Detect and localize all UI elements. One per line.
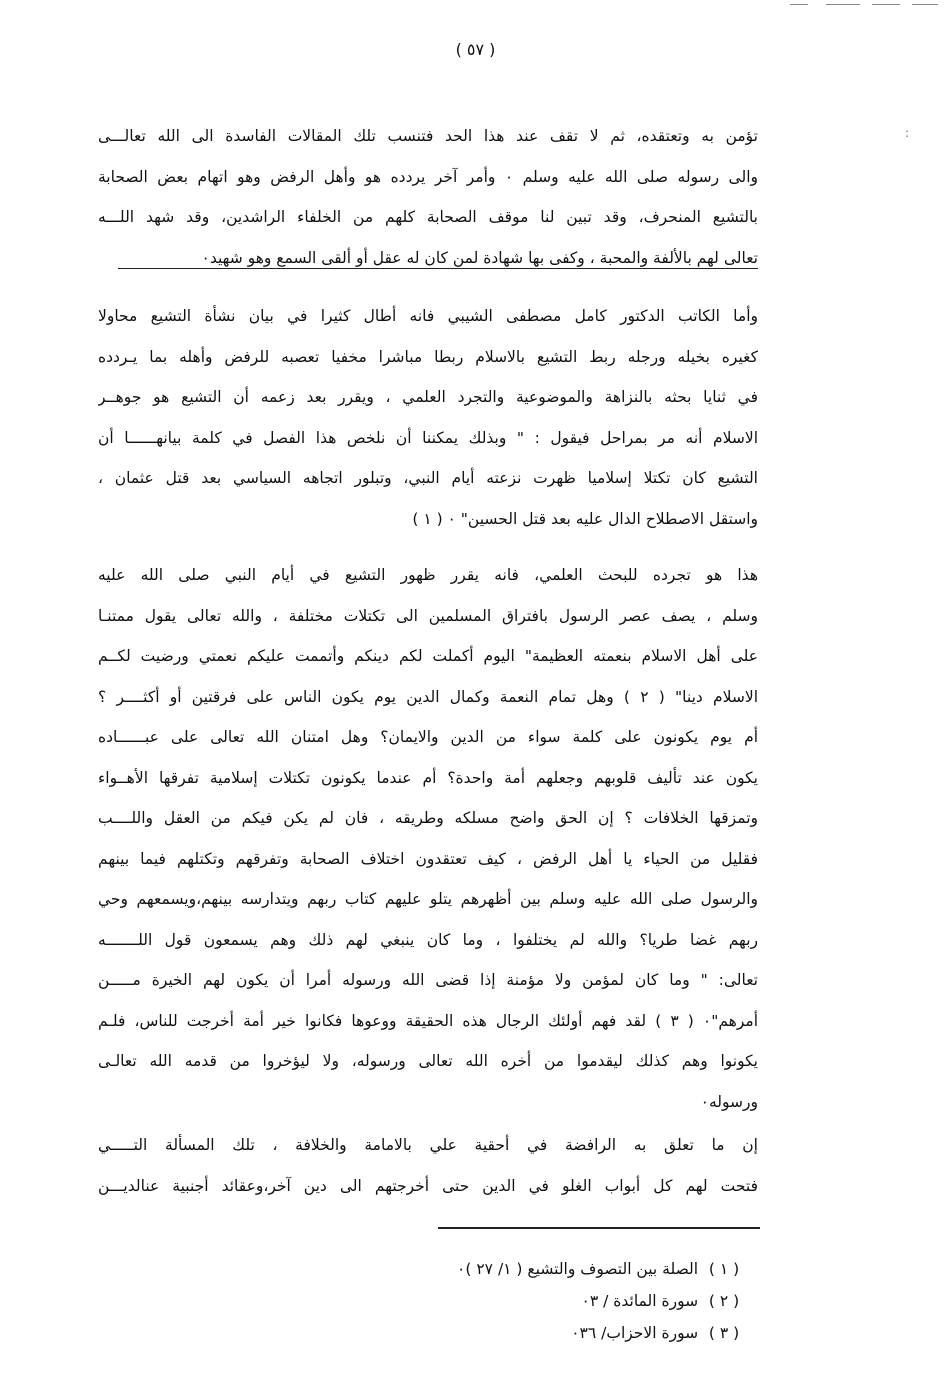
- footnote: [400, 1317, 745, 1349]
- footnote-text: الصلة بين التصوف والتشيع ( ١/ ٢٧ )٠: [457, 1260, 699, 1278]
- footnotes: [400, 1253, 745, 1349]
- footnote-separator: [438, 1227, 760, 1229]
- text-line: والرسول صلى الله عليه وسلم بين أظهرهم يتلو عليهم كتاب ربهم ويتدارسه بينهم،ويسمعهم وحي: [98, 890, 758, 908]
- top-edge-rule: [826, 4, 860, 5]
- footnote: [400, 1253, 745, 1285]
- text-line: أم يوم يكونون على كلمة سواء من الدين والايمان؟ وهل امتنان الله تعالى على عبــــــاده: [98, 728, 758, 746]
- paragraph: [98, 296, 758, 539]
- paragraph: [98, 1125, 758, 1206]
- paragraph: [98, 555, 758, 1122]
- text-line: الاسلام دينا" ( ٢ ) وهل تمام النعمة وكمال الدين يوم يكون الناس على فرقتين أو أكثــــر ؟: [98, 687, 758, 706]
- text-line: كغيره بخيله ورجله ربط التشيع بالاسلام ربطا مباشرا مخفيا تعصبه للرفض وأهله بما يـردده: [98, 347, 758, 366]
- text-line: الاسلام أنه مر بمراحل فيقول : " وبذلك يمكننا أن نلخص هذا الفصل في كلمة بيانهــــــا أن: [98, 428, 758, 447]
- text-line: وأما الكاتب الدكتور كامل مصطفى الشيبي فانه أطال كثيرا في بيان نشأة التشيع محاولا: [98, 307, 758, 325]
- text-line: بالتشيع المنحرف، وقد تبين لنا موقف الصحابة كلهم من الخلفاء الراشدين، وقد شهد اللـــه: [98, 208, 758, 226]
- text-line: تعالى: " وما كان لمؤمن ولا مؤمنة إذا قضى الله ورسوله أمرا أن يكون لهم الخيرة مـــــن: [98, 971, 758, 989]
- text-line: ورسوله٠: [700, 1092, 758, 1111]
- top-edge-rule: [872, 4, 900, 5]
- paragraph: [98, 116, 758, 278]
- text-line: التشيع كان تكتلا إسلاميا ظهرت نزعته أيام النبي، وتبلور اتجاهه السياسي بعد قتل عثمان ،: [98, 469, 758, 487]
- text-line: أمرهم"٠ ( ٣ ) لقد فهم أولئك الرجال هذه الحقيقة ووعوها فكانوا خير أمة أخرجت للناس، فلـم: [98, 1011, 758, 1030]
- text-line: يكون عند تأليف قلوبهم وجعلهم أمة واحدة؟ أم عندما يكونون تكتلات إسلامية تفرقها الأهــواء: [98, 768, 758, 787]
- footnote-number: ( ٣ ): [708, 1324, 740, 1342]
- footnote-number: ( ١ ): [708, 1260, 740, 1278]
- top-edge-rule: [790, 4, 808, 5]
- text-line: تعالى لهم بالألفة والمحبة ، وكفى بها شهادة لمن كان له عقل أو ألقى السمع وهو شهيد٠: [201, 248, 758, 267]
- text-line: فقليل من الحياء يا أهل الرفض ، كيف تعتقدون اختلاف الصحابة وتفرقهم وتكتلهم فيما بينهم: [98, 849, 758, 868]
- text-line: يكونوا وهم كذلك ليقدموا من أخره الله تعالى ورسوله، ولا ليؤخروا من قدمه الله تعالـى: [98, 1052, 758, 1070]
- text-line: وتمزقها الخلافات ؟ إن الحق واضح مسلكه وطريقه ، فان لم يكن فيكم من العقل واللــــب: [98, 809, 758, 827]
- text-line: إن ما تعلق به الرافضة في أحقية علي بالامامة والخلافة ، تلك المسألة التـــــي: [98, 1136, 758, 1154]
- footnote-number: ( ٢ ): [708, 1292, 740, 1310]
- margin-mark: :: [905, 126, 910, 140]
- text-line: ربهم غضا طريا؟ والله لم يختلفوا ، وما كان ينبغي لهم ذلك وهم يسمعون قول اللـــــــه: [98, 930, 758, 949]
- text-line: على أهل الاسلام بنعمته العظيمة" اليوم أكملت لكم دينكم وأتممت عليكم نعمتي ورضيت لكــم: [98, 647, 758, 665]
- text-line: هذا هو تجرده للبحث العلمي، فانه يقرر ظهور التشيع في أيام النبي صلى الله عليه: [98, 566, 758, 584]
- underline-rule: [118, 268, 758, 269]
- page-number: ( ٥٧ ): [455, 40, 496, 59]
- text-line: في ثنايا بحثه بالنزاهة والموضوعية والتجرد العلمي ، ويقرر بعد زعمه أن التشيع هو جوهــر: [98, 388, 758, 406]
- text-line: فتحت لهم كل أبواب الغلو في الدين حتى أخرجتهم الى دين آخر،وعقائد أجنبية عنالديـــن: [98, 1176, 758, 1195]
- footnote: [400, 1285, 745, 1317]
- footnote-text: سورة المائدة / ٠٣: [581, 1292, 699, 1310]
- text-line: واستقل الاصطلاح الدال عليه بعد قتل الحسين" ٠ ( ١ ): [412, 509, 758, 528]
- footnote-text: سورة الاحزاب/ ٠٣٦: [571, 1324, 699, 1342]
- text-line: وسلم ، يصف عصر الرسول بافتراق المسلمين الى تكتلات مختلفة ، والله تعالى يقول ممتنـا: [98, 606, 758, 625]
- text-line: والى رسوله صلى الله عليه وسلم ٠ وأمر آخر يردده هو وأهل الرفض وهو اتهام بعض الصحابة: [98, 167, 758, 186]
- text-line: تؤمن به وتعتقده، ثم لا تقف عند هذا الحد فتنسب تلك المقالات الفاسدة الى الله تعالـــى: [98, 127, 758, 145]
- top-edge-rule: [912, 4, 938, 5]
